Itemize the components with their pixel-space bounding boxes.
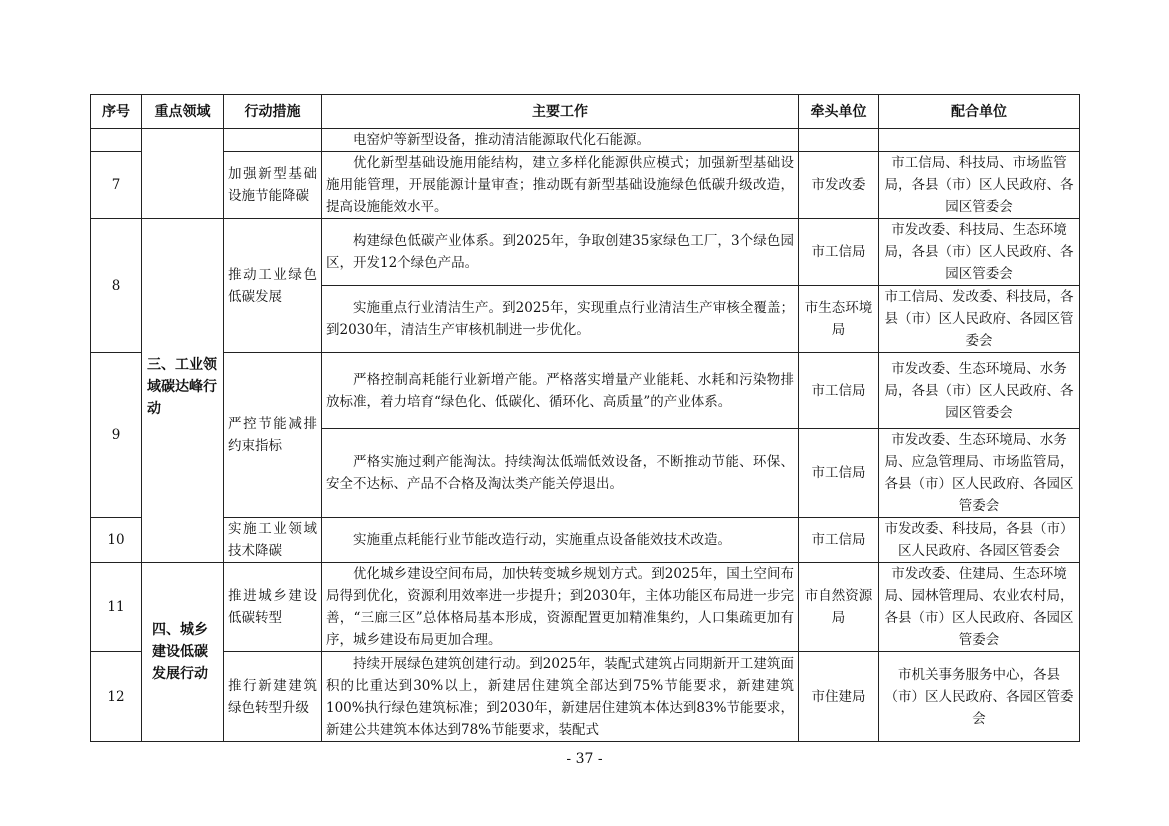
seq-cell: 12 [91,652,142,742]
header-measure: 行动措施 [224,95,322,129]
work-cell: 严格实施过剩产能淘汰。持续淘汰低端低效设备，不断推动节能、环保、安全不达标、产品不合格及淘汰类产能关停退出。 [322,429,799,518]
table-row [91,518,1080,563]
page-number: - 37 - [566,751,603,767]
work-cell: 实施重点耗能行业节能改造行动，实施重点设备能效技术改造。 [322,518,799,563]
measures-table [90,94,1080,742]
work-cell: 电窑炉等新型设备，推动清洁能源取代化石能源。 [322,129,799,152]
header-seq: 序号 [91,95,142,129]
measure-cell: 推动工业绿色低碳发展 [224,219,322,353]
table-row [91,219,1080,286]
measure-cell: 严控节能减排约束指标 [224,353,322,518]
header-area: 重点领域 [142,95,224,129]
seq-cell: 11 [91,563,142,652]
area-cell [142,518,224,563]
table-row [91,652,1080,742]
coop-cell: 市发改委、生态环境局、水务局、应急管理局、市场监管局，各县（市）区人民政府、各园区管委会 [879,429,1080,518]
header-work: 主要工作 [322,95,799,129]
measure-cell: 加强新型基础设施节能降碳 [224,152,322,219]
coop-cell: 市工信局、发改委、科技局，各县（市）区人民政府、各园区管委会 [879,286,1080,353]
work-cell: 严格控制高耗能行业新增产能。严格落实增量产业能耗、水耗和污染物排放标准，着力培育“绿色化、低碳化、循环化、高质量”的产业体系。 [322,353,799,429]
work-cell: 实施重点行业清洁生产。到2025年，实现重点行业清洁生产审核全覆盖；到2030年，清洁生产审核机制进一步优化。 [322,286,799,353]
measure-cell [224,129,322,152]
seq-cell [91,129,142,152]
work-cell: 持续开展绿色建筑创建行动。到2025年，装配式建筑占同期新开工建筑面积的比重达到30%以上，新建居住建筑全部达到75%节能要求，新建建筑100%执行绿色建筑标准；到2030年，新建居住建筑本体达到83%节能要求，新建公共建筑本体达到78%节能要求，装配式 [322,652,799,742]
lead-cell: 市工信局 [799,429,879,518]
measure-cell: 推进城乡建设低碳转型 [224,563,322,652]
coop-cell [879,129,1080,152]
table-row [91,129,1080,152]
lead-cell: 市发改委 [799,152,879,219]
header-row [91,95,1080,129]
work-cell: 构建绿色低碳产业体系。到2025年，争取创建35家绿色工厂，3个绿色园区，开发12个绿色产品。 [322,219,799,286]
coop-cell: 市工信局、科技局、市场监管局，各县（市）区人民政府、各园区管委会 [879,152,1080,219]
area-cell [142,563,224,742]
seq-cell: 7 [91,152,142,219]
area-cell [142,129,224,219]
coop-cell: 市机关事务服务中心，各县（市）区人民政府、各园区管委会 [879,652,1080,742]
area-label-3: 三、工业领域碳达峰行动 [147,357,217,417]
seq-cell: 9 [91,353,142,518]
table-row [91,152,1080,219]
lead-cell [799,129,879,152]
coop-cell: 市发改委、生态环境局、水务局，各县（市）区人民政府、各园区管委会 [879,353,1080,429]
table-row [91,563,1080,652]
coop-cell: 市发改委、科技局、生态环境局，各县（市）区人民政府、各园区管委会 [879,219,1080,286]
seq-cell: 8 [91,219,142,353]
header-lead: 牵头单位 [799,95,879,129]
coop-cell: 市发改委、科技局，各县（市）区人民政府、各园区管委会 [879,518,1080,563]
lead-cell: 市工信局 [799,219,879,286]
lead-cell: 市生态环境局 [799,286,879,353]
header-coop: 配合单位 [879,95,1080,129]
seq-cell: 10 [91,518,142,563]
coop-cell: 市发改委、住建局、生态环境局、园林管理局、农业农村局，各县（市）区人民政府、各园区管委会 [879,563,1080,652]
work-cell: 优化城乡建设空间布局，加快转变城乡规划方式。到2025年，国土空间布局得到优化，资源利用效率进一步提升；到2030年，主体功能区布局进一步完善，“三廊三区”总体格局基本形成，资源配置更加精准集约，人口集疏更加有序，城乡建设布局更加合理。 [322,563,799,652]
lead-cell: 市自然资源局 [799,563,879,652]
measure-cell: 推行新建建筑绿色转型升级 [224,652,322,742]
area-label-4: 四、城乡建设低碳发展行动 [152,622,208,682]
work-cell: 优化新型基础设施用能结构，建立多样化能源供应模式；加强新型基础设施用能管理，开展能源计量审查；推动既有新型基础设施绿色低碳升级改造，提高设施能效水平。 [322,152,799,219]
lead-cell: 市住建局 [799,652,879,742]
measure-cell: 实施工业领域技术降碳 [224,518,322,563]
lead-cell: 市工信局 [799,518,879,563]
lead-cell: 市工信局 [799,353,879,429]
table-row [91,353,1080,429]
